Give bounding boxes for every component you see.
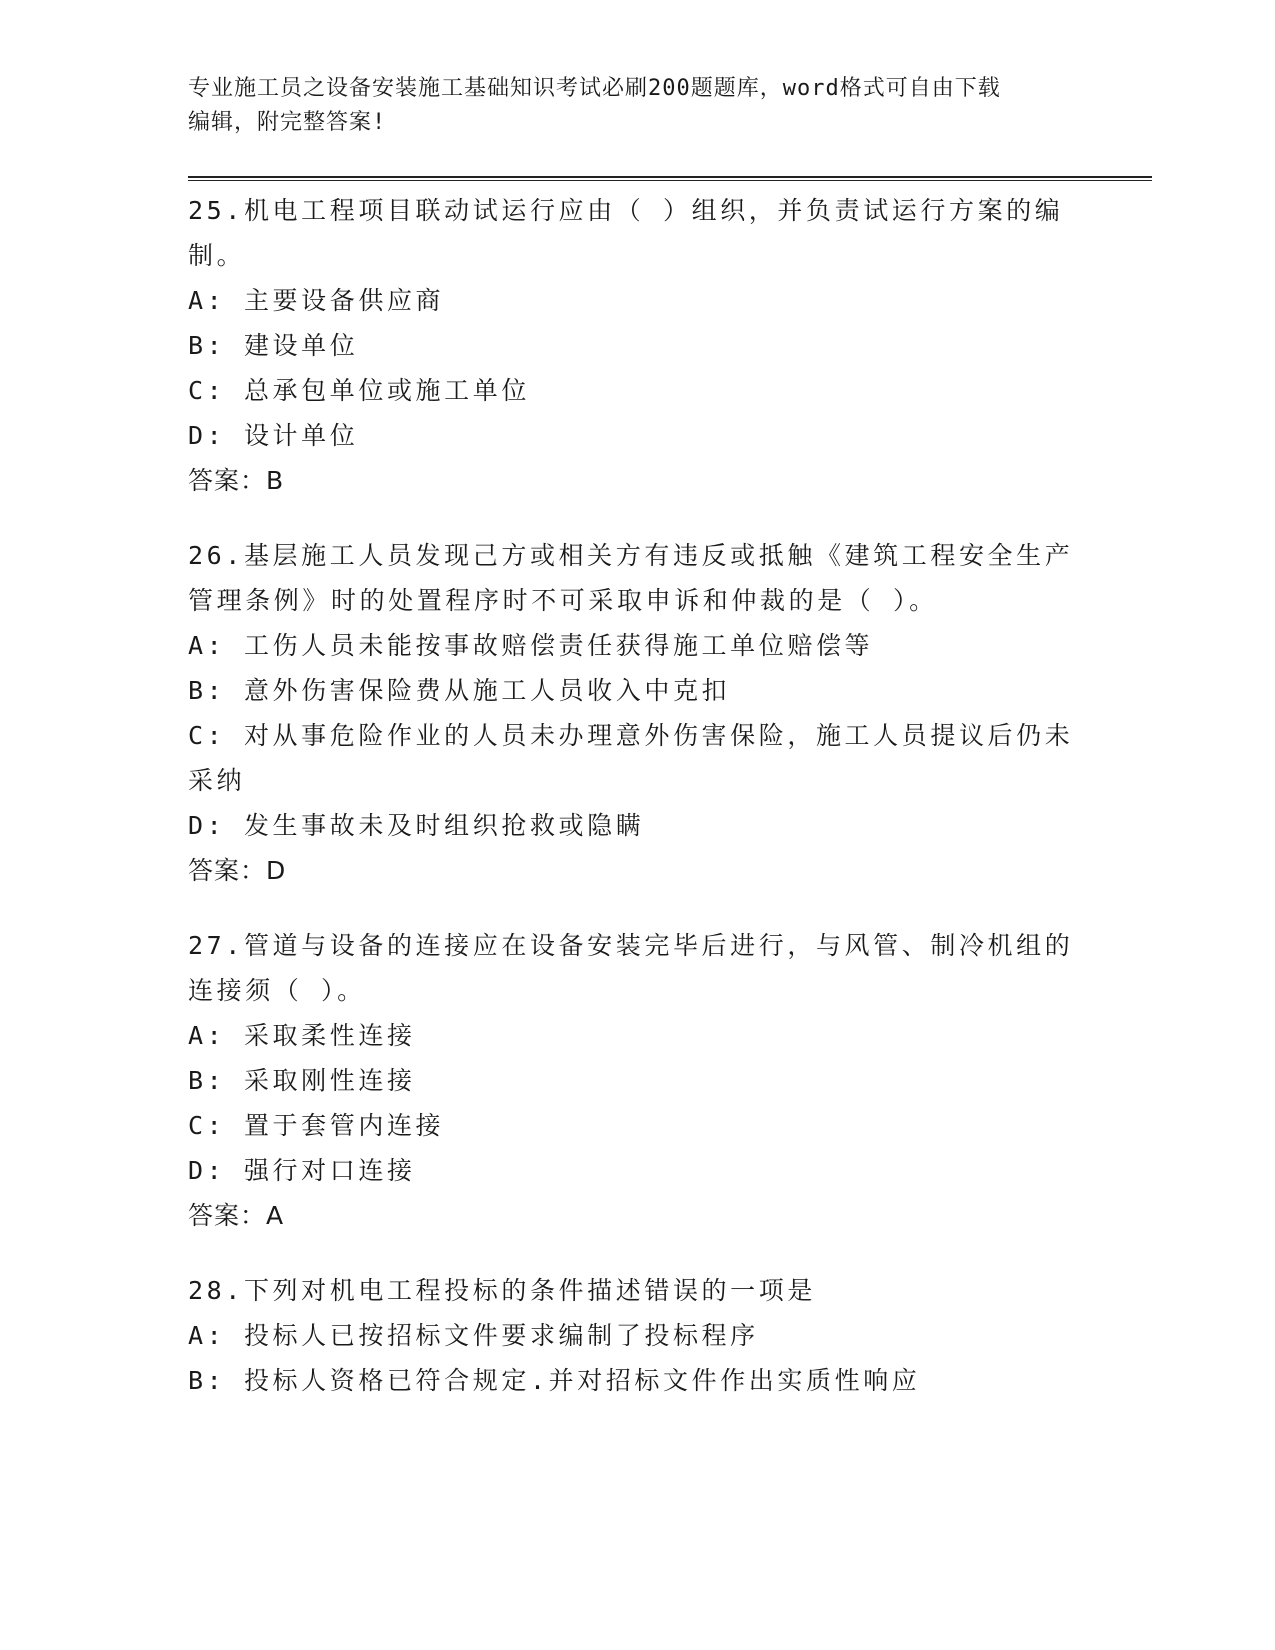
question-28 — [188, 1268, 1088, 1403]
document-header — [188, 72, 1088, 140]
option-d: D: 设计单位 — [188, 421, 359, 450]
question-stem: 25.机电工程项目联动试运行应由（ ）组织，并负责试运行方案的编制。 — [188, 196, 1064, 270]
question-list — [188, 188, 1088, 1433]
question-27 — [188, 923, 1088, 1238]
question-answer: 答案：D — [188, 856, 287, 885]
option-d: D: 发生事故未及时组织抢救或隐瞒 — [188, 811, 645, 840]
question-25 — [188, 188, 1088, 503]
question-stem: 26.基层施工人员发现己方或相关方有违反或抵触《建筑工程安全生产管理条例》时的处置程序时不可采取申诉和仲裁的是（ ）。 — [188, 541, 1074, 615]
option-a: A: 采取柔性连接 — [188, 1021, 416, 1050]
option-b: B: 采取刚性连接 — [188, 1066, 416, 1095]
question-answer: 答案：B — [188, 466, 285, 495]
question-answer: 答案：A — [188, 1201, 285, 1230]
question-stem: 28.下列对机电工程投标的条件描述错误的一项是 — [188, 1276, 816, 1305]
option-b: B: 建设单位 — [188, 331, 359, 360]
question-stem: 27.管道与设备的连接应在设备安装完毕后进行，与风管、制冷机组的连接须（ ）。 — [188, 931, 1074, 1005]
header-divider — [188, 176, 1152, 181]
question-26 — [188, 533, 1088, 893]
option-c: C: 置于套管内连接 — [188, 1111, 445, 1140]
header-title-line-2: 编辑，附完整答案! — [188, 110, 387, 135]
option-a: A: 工伤人员未能按事故赔偿责任获得施工单位赔偿等 — [188, 631, 874, 660]
header-title-line-1: 专业施工员之设备安装施工基础知识考试必刷200题题库，word格式可自由下载 — [188, 76, 1001, 101]
option-d: D: 强行对口连接 — [188, 1156, 416, 1185]
option-b: B: 投标人资格已符合规定.并对招标文件作出实质性响应 — [188, 1366, 921, 1395]
option-a: A: 主要设备供应商 — [188, 286, 445, 315]
option-a: A: 投标人已按招标文件要求编制了投标程序 — [188, 1321, 759, 1350]
option-c: C: 对从事危险作业的人员未办理意外伤害保险，施工人员提议后仍未采纳 — [188, 721, 1074, 795]
option-c: C: 总承包单位或施工单位 — [188, 376, 530, 405]
option-b: B: 意外伤害保险费从施工人员收入中克扣 — [188, 676, 731, 705]
